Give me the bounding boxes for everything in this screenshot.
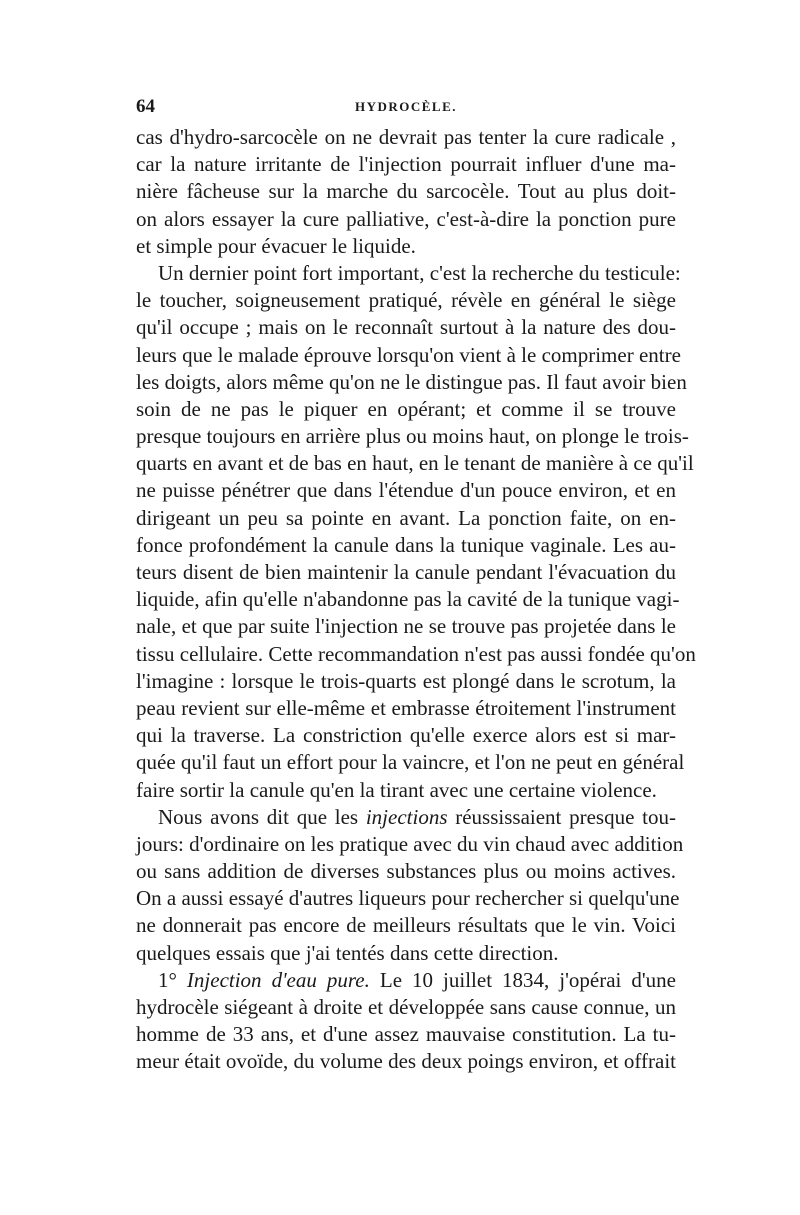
- text-line: quarts en avant et de bas en haut, en le tenant de manière à ce qu'il: [136, 451, 694, 476]
- page-number: 64: [136, 96, 155, 117]
- text-line: ou sans addition de diverses substances plus ou moins actives.: [136, 859, 676, 884]
- text-line: cas d'hydro-sarcocèle on ne devrait pas tenter la cure radicale ,: [136, 125, 676, 149]
- text-line: ne puisse pénétrer que dans l'étendue d'un pouce environ, et en: [136, 478, 676, 503]
- text-line: car la nature irritante de l'injection pourrait influer d'une ma-: [136, 152, 676, 177]
- text-line: tissu cellulaire. Cette recommandation n'est pas aussi fondée qu'on: [136, 641, 696, 666]
- text-line: leurs que le malade éprouve lorsqu'on vient à le comprimer entre: [136, 342, 681, 367]
- text-line: dirigeant un peu sa pointe en avant. La ponction faite, on en-: [136, 505, 676, 530]
- text-line: teurs disent de bien maintenir la canule pendant l'évacuation du: [136, 560, 676, 584]
- body-text: [136, 124, 696, 1076]
- italic-phrase: injections: [365, 804, 448, 829]
- text-line: On a aussi essayé d'autres liqueurs pour rechercher si quelqu'une: [136, 886, 680, 911]
- text-line: quée qu'il faut un effort pour la vaincre, et l'on ne peut en général: [136, 750, 685, 775]
- document-page: [136, 96, 696, 1076]
- running-title: HYDROCÈLE.: [354, 99, 458, 114]
- text-line: les doigts, alors même qu'on ne le distingue pas. Il faut avoir bien: [136, 369, 687, 394]
- text-line: peau revient sur elle-même et embrasse étroitement l'instrument: [136, 695, 676, 720]
- text-line: fonce profondément la canule dans la tunique vaginale. Les au-: [136, 532, 676, 557]
- text-line: qu'il occupe ; mais on le reconnaît surtout à la nature des dou-: [136, 315, 676, 340]
- text-line: jours: d'ordinaire on les pratique avec du vin chaud avec addition: [136, 831, 684, 856]
- text-line: homme de 33 ans, et d'une assez mauvaise constitution. La tu-: [136, 1022, 676, 1047]
- text-line: quelques essais que j'ai tentés dans cette direction.: [136, 940, 559, 965]
- text-line-with-italic: Nous avons dit que les injections réussissaient presque tou-: [158, 804, 676, 829]
- text-line: hydrocèle siégeant à droite et développée sans cause connue, un: [136, 995, 676, 1019]
- text-line: le toucher, soigneusement pratiqué, révèle en général le siège: [136, 288, 676, 313]
- text-line: soin de ne pas le piquer en opérant; et comme il se trouve: [136, 396, 676, 421]
- italic-phrase: Injection d'eau pure.: [186, 967, 370, 992]
- running-head: [136, 96, 676, 124]
- text-line: nière fâcheuse sur la marche du sarcocèle. Tout au plus doit-: [136, 179, 676, 204]
- text-line: et simple pour évacuer le liquide.: [136, 233, 416, 258]
- text-line: presque toujours en arrière plus ou moins haut, on plonge le trois-: [136, 424, 689, 449]
- text-line: liquide, afin qu'elle n'abandonne pas la cavité de la tunique vagi-: [136, 587, 680, 612]
- text-line: on alors essayer la cure palliative, c'est-à-dire la ponction pure: [136, 206, 676, 231]
- text-line: faire sortir la canule qu'en la tirant avec une certaine violence.: [136, 777, 657, 802]
- text-line: qui la traverse. La constriction qu'elle exerce alors est si mar-: [136, 723, 676, 748]
- text-line: meur était ovoïde, du volume des deux poings environ, et offrait: [136, 1049, 676, 1074]
- text-line: nale, et que par suite l'injection ne se trouve pas projetée dans le: [136, 614, 676, 639]
- text-line-with-italic: 1° Injection d'eau pure. Le 10 juillet 1834, j'opérai d'une: [158, 967, 676, 992]
- text-line: l'imagine : lorsque le trois-quarts est plongé dans le scrotum, la: [136, 668, 676, 693]
- text-line: Un dernier point fort important, c'est la recherche du testicule:: [158, 260, 681, 285]
- text-line: ne donnerait pas encore de meilleurs résultats que le vin. Voici: [136, 913, 676, 938]
